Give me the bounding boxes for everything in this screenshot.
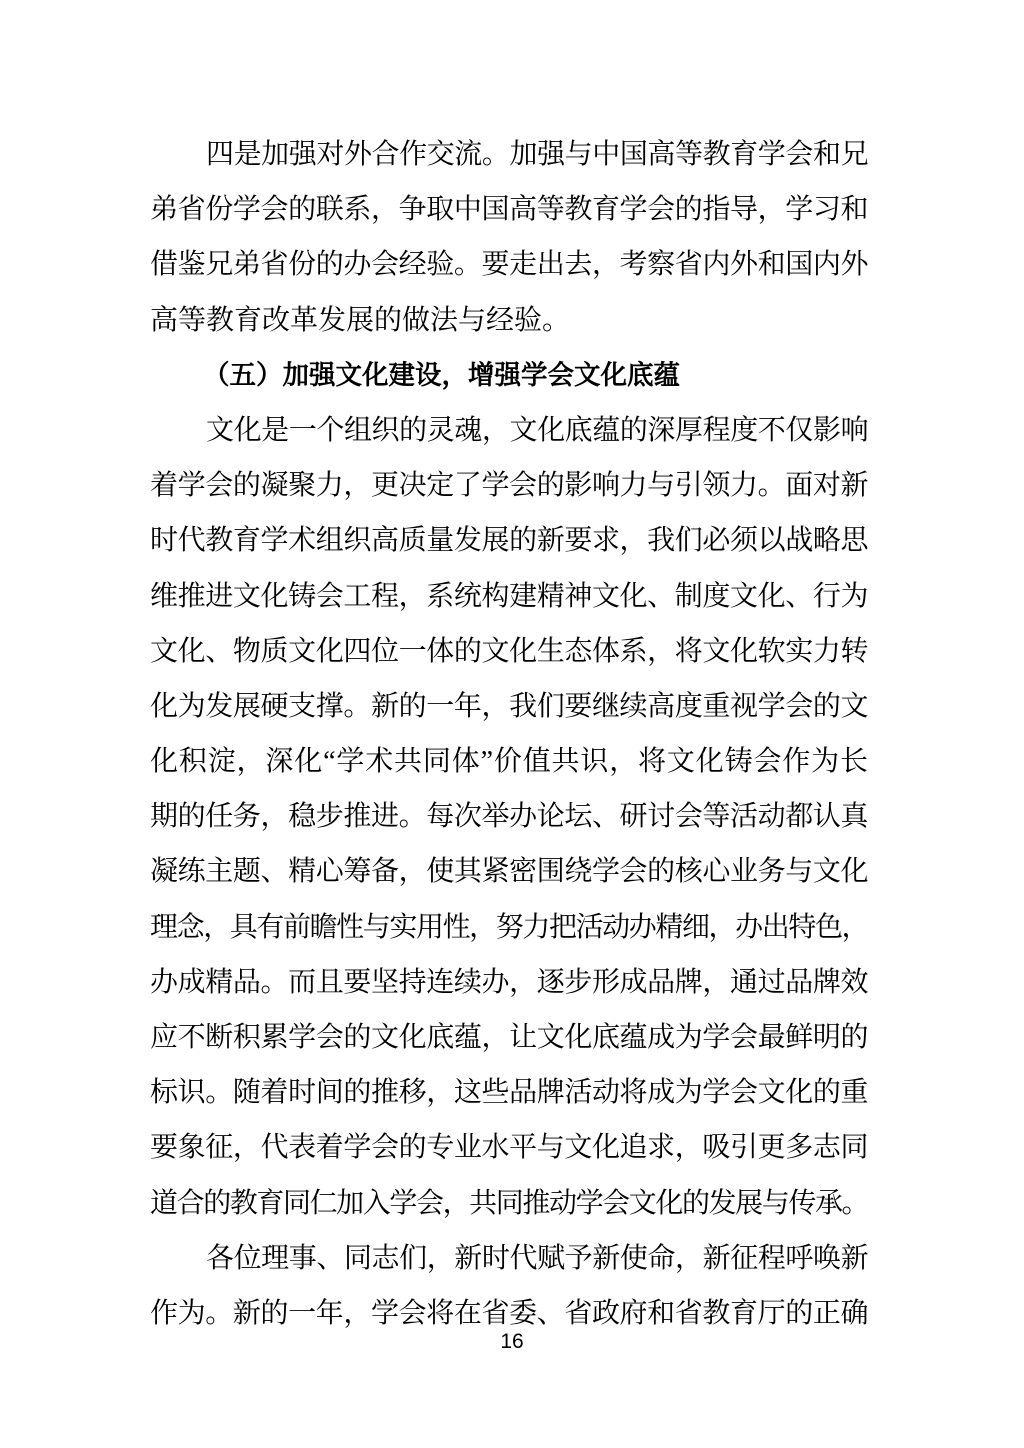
paragraph-culture-building	[150, 403, 868, 1231]
text-line: 弟省份学会的联系，争取中国高等教育学会的指导，学习和	[150, 194, 868, 226]
text-line: 文化是一个组织的灵魂，文化底蕴的深厚程度不仅影响	[206, 414, 868, 446]
text-line: （五）加强文化建设，增强学会文化底蕴	[203, 359, 680, 390]
text-line: 化积淀，深化“学术共同体”价值共识，将文化铸会作为长	[150, 746, 868, 778]
text-line: 理念，具有前瞻性与实用性，努力把活动办精细，办出特色，	[150, 911, 868, 943]
text-line: 各位理事、同志们，新时代赋予新使命，新征程呼唤新	[206, 1242, 868, 1274]
paragraph-closing-remarks	[150, 1231, 868, 1341]
document-body	[150, 127, 868, 1341]
paragraph-external-cooperation	[150, 127, 868, 348]
text-line: 时代教育学术组织高质量发展的新要求，我们必须以战略思	[150, 525, 868, 557]
text-line: 作为。新的一年，学会将在省委、省政府和省教育厅的正确	[150, 1297, 868, 1329]
text-line: 化为发展硬支撑。新的一年，我们要继续高度重视学会的文	[150, 690, 868, 722]
section-heading-five	[150, 348, 868, 403]
text-line: 凝练主题、精心筹备，使其紧密围绕学会的核心业务与文化	[150, 856, 868, 888]
text-line: 道合的教育同仁加入学会，共同推动学会文化的发展与传承。	[150, 1187, 868, 1219]
text-line: 办成精品。而且要坚持连续办，逐步形成品牌，通过品牌效	[150, 966, 868, 998]
page-number: 16	[500, 1330, 524, 1353]
text-line: 高等教育改革发展的做法与经验。	[150, 304, 571, 336]
text-line: 着学会的凝聚力，更决定了学会的影响力与引领力。面对新	[150, 470, 868, 502]
text-line: 文化、物质文化四位一体的文化生态体系，将文化软实力转	[150, 635, 868, 667]
text-line: 应不断积累学会的文化底蕴，让文化底蕴成为学会最鲜明的	[150, 1022, 868, 1053]
text-line: 要象征，代表着学会的专业水平与文化追求，吸引更多志同	[150, 1132, 868, 1164]
text-line: 维推进文化铸会工程，系统构建精神文化、制度文化、行为	[150, 580, 868, 612]
text-line: 期的任务，稳步推进。每次举办论坛、研讨会等活动都认真	[150, 801, 868, 833]
text-line: 借鉴兄弟省份的办会经验。要走出去，考察省内外和国内外	[150, 249, 868, 281]
text-line: 标识。随着时间的推移，这些品牌活动将成为学会文化的重	[150, 1077, 868, 1109]
text-line: 四是加强对外合作交流。加强与中国高等教育学会和兄	[206, 139, 868, 170]
